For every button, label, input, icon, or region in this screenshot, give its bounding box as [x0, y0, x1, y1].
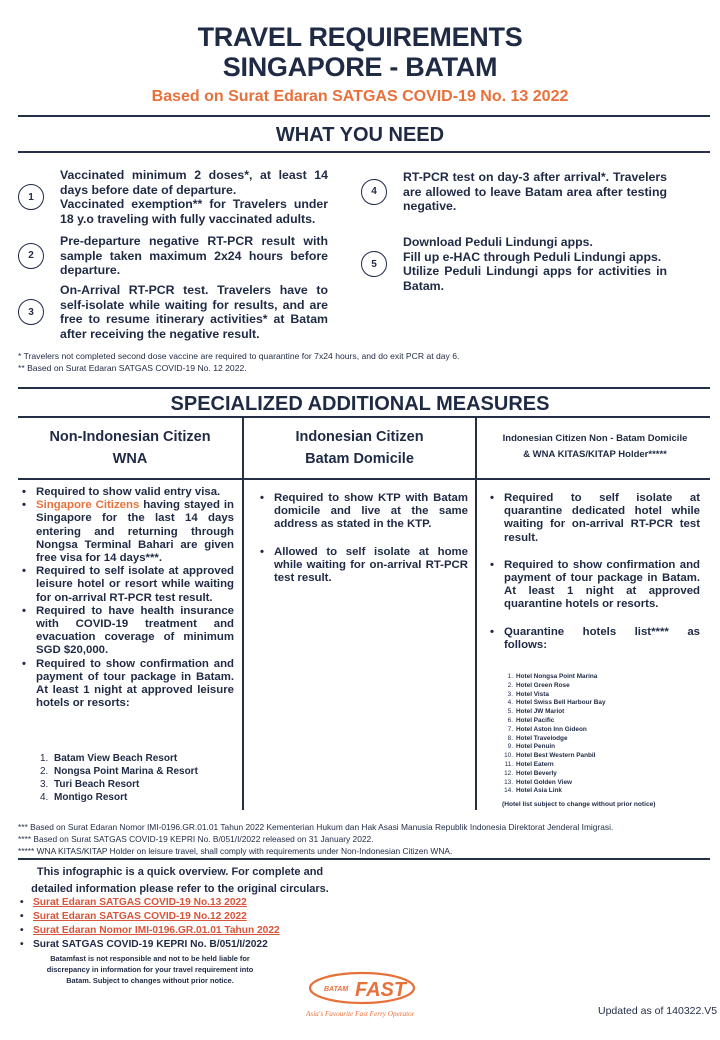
- list-item: [18, 605, 234, 658]
- step-number-badge: 5: [361, 251, 387, 277]
- divider: [18, 151, 710, 153]
- footnote: ** Based on Surat Edaran SATGAS COVID-19 No. 12 2022.: [18, 363, 247, 373]
- list-item-text: Required to show confirmation and payment of tour package in Batam. At least 1 night at approved leisure hotels or resorts:: [36, 657, 234, 710]
- singapore-citizens-highlight: Singapore Citizens: [36, 499, 140, 512]
- step-number-badge: 3: [18, 299, 44, 325]
- hotel-name: Hotel Eatern: [516, 760, 554, 768]
- column-header-non-batam: [477, 431, 713, 463]
- circular-link-se-12[interactable]: Surat Edaran SATGAS COVID-19 No.12 2022: [33, 911, 247, 922]
- resort-item: 3. Turi Beach Resort: [40, 779, 140, 790]
- hotel-item: 1. Hotel Nongsa Point Marina: [507, 673, 598, 680]
- requirement-line: RT-PCR test on day-3 after arrival*. Travelers are allowed to leave Batam area after testing negative.: [403, 170, 667, 213]
- hotel-name: Hotel Asia Link: [516, 787, 562, 795]
- hotel-item: 5. Hotel JW Mariot: [507, 708, 565, 716]
- column-divider: [475, 417, 477, 810]
- list-item: [486, 559, 700, 612]
- requirement-line: Vaccinated exemption** for Travelers under 18 y.o traveling with fully vaccinated adults.: [60, 197, 328, 226]
- quarantine-hotels-list: [503, 673, 606, 796]
- hotel-item: 11. Hotel Eatern: [504, 760, 554, 768]
- resort-item: 4. Montigo Resort: [40, 792, 128, 803]
- requirement-item: [361, 235, 667, 293]
- footnote: * Travelers not completed second dose vaccine are required to quarantine for 7x24 hours, and do exit PCR at day 6.: [18, 351, 460, 361]
- wna-requirements-list: [18, 486, 234, 710]
- hotel-item: 6. Hotel Pacific: [507, 716, 555, 724]
- requirement-item: [18, 168, 328, 226]
- circular-kepri: Surat SATGAS COVID-19 KEPRI No. B/051/I/2022: [33, 939, 268, 950]
- hotel-item: 12. Hotel Beverly: [504, 769, 557, 777]
- page-title-line2: SINGAPORE - BATAM: [222, 52, 498, 82]
- disclaimer-line: discrepancy in information for your travel requirement into: [46, 965, 254, 974]
- hotel-name: Hotel Beverly: [516, 769, 557, 777]
- hotel-name: Hotel Pacific: [516, 716, 555, 724]
- hotel-item: 3. Hotel Vista: [507, 690, 549, 698]
- circular-item: [18, 924, 280, 938]
- column-header-line: Batam Domicile: [305, 451, 414, 467]
- requirement-item: [18, 234, 328, 278]
- resort-name: Turi Beach Resort: [54, 779, 140, 790]
- footnote: *** Based on Surat Edaran Nomor IMI-0196.GR.01.01 Tahun 2022 Kementerian Hukum dan Hak Asasi Manusia Republik Indonesia Direktorat Jenderal Imigrasi.: [18, 822, 614, 832]
- batam-domicile-requirements-list: [256, 492, 468, 585]
- resort-name: Nongsa Point Marina & Resort: [54, 766, 198, 777]
- updated-version: Updated as of 140322.V5: [598, 1005, 718, 1017]
- requirement-line: On-Arrival RT-PCR test. Travelers have to self-isolate while waiting for results, and are free to resume itinerary activities* at Batam after receiving the negative result.: [60, 283, 328, 341]
- hotel-name: Hotel Vista: [516, 690, 549, 698]
- hotel-name: Hotel Green Rose: [516, 681, 570, 689]
- hotel-item: 14. Hotel Asia Link: [504, 787, 562, 795]
- hotel-item: 8. Hotel Travelodge: [507, 734, 568, 742]
- hotel-name: Hotel Travelodge: [516, 734, 568, 742]
- column-header-line: Non-Indonesian Citizen: [49, 429, 211, 445]
- batamfast-logo-graphic: [300, 970, 424, 1022]
- resort-name: Batam View Beach Resort: [54, 753, 178, 764]
- logo-word-fast: FAST: [355, 979, 407, 1001]
- circulars-list: [18, 896, 280, 952]
- hotel-list-note: (Hotel list subject to change without prior notice): [502, 801, 656, 808]
- section-title-measures: SPECIALIZED ADDITIONAL MEASURES: [170, 393, 550, 415]
- batamfast-logo: [300, 970, 424, 1022]
- disclaimer: [30, 953, 270, 986]
- overview-line: detailed information please refer to the original circulars.: [31, 883, 329, 895]
- disclaimer-line: Batamfast is not responsible and not to be held liable for: [50, 954, 250, 963]
- list-item-text: Required to have health insurance with COVID-19 treatment and evacuation coverage of minimum SGD $20,000.: [36, 604, 234, 657]
- page-title-line1: TRAVEL REQUIREMENTS: [197, 22, 523, 52]
- circular-item: [18, 938, 280, 952]
- hotel-item: 9. Hotel Penuin: [507, 743, 556, 751]
- step-number-badge: 2: [18, 243, 44, 269]
- section-title-what-you-need: WHAT YOU NEED: [275, 124, 445, 146]
- column-divider: [242, 417, 244, 810]
- hotel-item: 4. Hotel Swiss Bell Harbour Bay: [507, 699, 606, 707]
- divider: [18, 478, 710, 480]
- overview-note: [20, 864, 340, 898]
- column-header-wna: [18, 426, 242, 470]
- requirement-line: Download Peduli Lindungi apps.: [403, 235, 593, 249]
- requirement-line: Vaccinated minimum 2 doses*, at least 14 days before date of departure.: [60, 168, 328, 197]
- requirement-line: Utilize Peduli Lindungi apps for activities in Batam.: [403, 264, 667, 293]
- column-header-batam-domicile: [244, 426, 475, 470]
- logo-word-batam: BATAM: [324, 986, 349, 993]
- column-header-line: Indonesian Citizen Non - Batam Domicile: [502, 433, 688, 444]
- requirement-text: [403, 170, 667, 214]
- column-header-line: Indonesian Citizen: [295, 429, 424, 445]
- divider: [18, 416, 710, 418]
- hotel-name: Hotel Swiss Bell Harbour Bay: [516, 699, 606, 707]
- hotel-name: Hotel JW Mariot: [516, 708, 565, 716]
- list-item: [18, 486, 234, 499]
- circular-link-se-13[interactable]: Surat Edaran SATGAS COVID-19 No.13 2022: [33, 897, 247, 908]
- hotel-name: Hotel Nongsa Point Marina: [516, 673, 598, 680]
- page-subtitle: Based on Surat Edaran SATGAS COVID-19 No. 13 2022: [151, 88, 569, 105]
- leisure-resorts-list: [40, 752, 198, 804]
- list-item-text: Required to show KTP with Batam domicile and live at the same address as stated in the KTP.: [274, 492, 468, 531]
- list-item-text: Required to self isolate at quarantine dedicated hotel while waiting for on-arrival RT-PCR test result.: [504, 492, 700, 544]
- resort-item: 2. Nongsa Point Marina & Resort: [40, 766, 198, 777]
- hotel-item: 2. Hotel Green Rose: [507, 681, 570, 689]
- list-item-text: having stayed in Singapore for the last 14 days entering and returning through Nongsa Terminal Bahari are given free visa for 14 days***.: [36, 499, 234, 565]
- footnote: ***** WNA KITAS/KITAP Holder on leisure travel, shall comply with requirements under Non-Indonesian Citizen WNA.: [18, 846, 453, 856]
- circular-item: [18, 910, 280, 924]
- requirement-text: [60, 234, 328, 278]
- list-item: [486, 626, 700, 652]
- hotel-name: Hotel Golden View: [516, 778, 572, 786]
- list-item: [256, 546, 468, 586]
- requirement-line: Pre-departure negative RT-PCR result with sample taken maximum 2x24 hours before departure.: [60, 234, 328, 277]
- hotel-item: 13. Hotel Golden View: [504, 778, 572, 786]
- divider: [18, 387, 710, 389]
- column-header-line: & WNA KITAS/KITAP Holder*****: [523, 449, 667, 460]
- list-item: [18, 499, 234, 565]
- list-item: [18, 565, 234, 605]
- list-item-text: Required to show valid entry visa.: [36, 486, 221, 498]
- hotel-item: 7. Hotel Aston Inn Gideon: [507, 725, 587, 733]
- list-item-text: Quarantine hotels list**** as follows:: [504, 625, 700, 651]
- non-batam-requirements-list: [486, 492, 700, 652]
- list-item-text: Required to self isolate at approved leisure hotel or resort while waiting for on-arrival RT-PCR test result.: [36, 565, 234, 604]
- footnote: **** Based on Surat SATGAS COVID-19 KEPRI No. B/051/I/2022 released on 31 January 2022.: [18, 834, 374, 844]
- hotel-name: Hotel Best Western Panbil: [516, 752, 596, 760]
- circular-item: [18, 896, 280, 910]
- divider: [18, 115, 710, 117]
- list-item-text: Required to show confirmation and payment of tour package in Batam. At least 1 night at approved quarantine hotels or resorts.: [504, 558, 700, 611]
- column-header-line: WNA: [112, 451, 148, 467]
- requirement-text: [403, 235, 667, 293]
- hotel-item: 10. Hotel Best Western Panbil: [504, 752, 596, 760]
- list-item: [18, 658, 234, 711]
- requirement-item: [361, 170, 667, 214]
- resort-item: 1. Batam View Beach Resort: [40, 753, 178, 764]
- disclaimer-line: Batam. Subject to changes without prior notice.: [66, 976, 234, 985]
- logo-tagline: Asia's Favourite Fast Ferry Operator: [306, 1010, 415, 1018]
- hotel-name: Hotel Aston Inn Gideon: [516, 725, 587, 733]
- circular-link-imi[interactable]: Surat Edaran Nomor IMI-0196.GR.01.01 Tahun 2022: [33, 925, 280, 936]
- list-item: [256, 492, 468, 532]
- requirement-item: [18, 283, 328, 341]
- overview-line: This infographic is a quick overview. For complete and: [36, 866, 324, 878]
- requirement-text: [60, 283, 328, 341]
- requirement-text: [60, 168, 328, 226]
- list-item-text: Allowed to self isolate at home while waiting for on-arrival RT-PCR test result.: [274, 545, 468, 585]
- step-number-badge: 4: [361, 179, 387, 205]
- divider: [18, 858, 710, 860]
- requirement-line: Fill up e-HAC through Peduli Lindungi apps.: [403, 249, 662, 264]
- list-item: [486, 492, 700, 545]
- resort-name: Montigo Resort: [54, 792, 128, 803]
- hotel-name: Hotel Penuin: [516, 743, 556, 751]
- step-number-badge: 1: [18, 184, 44, 210]
